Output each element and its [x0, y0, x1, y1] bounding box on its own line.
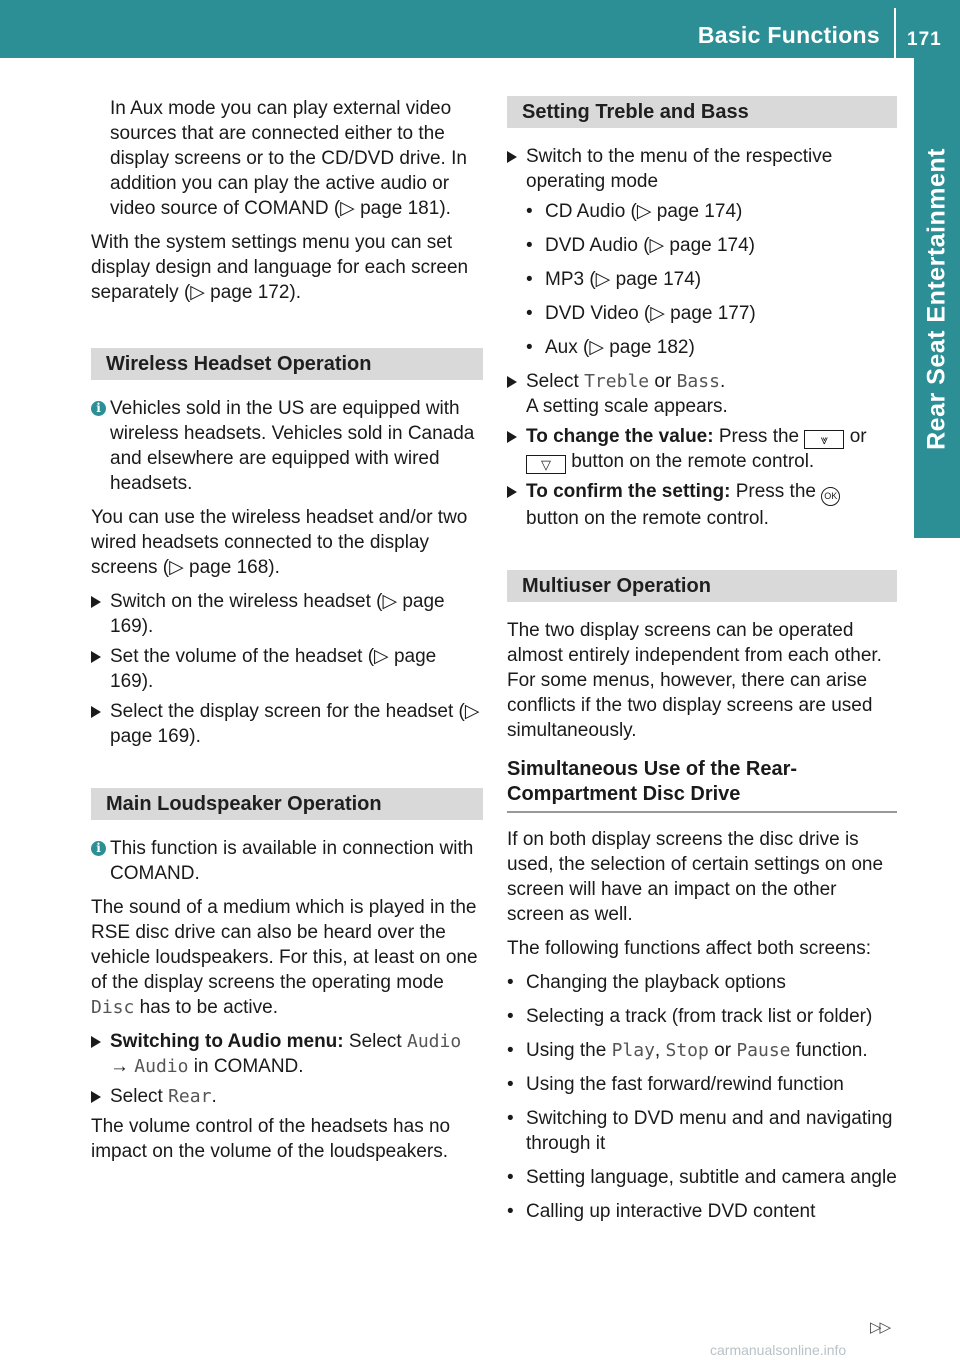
left-column	[91, 96, 483, 1173]
step-item	[91, 1029, 483, 1079]
multiuser-paragraph: The two display screens can be operated almost entirely independent from each other. For some menus, however, there can arise conflicts if the two display screens are used simultaneously.	[507, 620, 882, 741]
text: A setting scale appears.	[526, 396, 728, 417]
ui-code-audio: Audio	[406, 1031, 462, 1052]
step-label: Switching to Audio menu:	[110, 1031, 344, 1052]
list-text: Setting language, subtitle and camera angle	[526, 1167, 897, 1188]
ui-code-pause: Pause	[736, 1040, 791, 1061]
text: Press the	[735, 481, 816, 502]
list-text: Selecting a track (from track list or folder)	[526, 1006, 873, 1027]
header-separator	[894, 8, 896, 58]
text: Using the	[526, 1040, 607, 1061]
step-item	[507, 424, 897, 474]
ok-button-icon: OK	[821, 487, 840, 506]
list-item: • MP3 (▷ page 174)	[526, 269, 702, 290]
up-key-icon: ⩔	[804, 430, 844, 449]
chapter-tab-label: Rear Seat Entertainment	[922, 148, 951, 450]
step-arrow-icon	[507, 151, 517, 163]
section-heading-treble: Setting Treble and Bass	[507, 96, 897, 128]
list-item: • DVD Video (▷ page 177)	[526, 303, 756, 324]
text: button on the remote control.	[571, 451, 815, 472]
list-text: DVD Video (▷ page 177)	[545, 303, 756, 324]
text: or	[849, 426, 867, 447]
section-heading-loudspeaker: Main Loudspeaker Operation	[91, 788, 483, 820]
info-text: Vehicles sold in the US are equipped with wireless headsets. Vehicles sold in Canada and elsewhere are equipped with wired headsets.	[110, 398, 475, 494]
info-text: This function is available in connection with COMAND.	[110, 838, 474, 884]
list-text: MP3 (▷ page 174)	[545, 269, 702, 290]
text: Select	[526, 371, 579, 392]
info-note-wireless	[91, 396, 483, 496]
list-text: CD Audio (▷ page 174)	[545, 201, 743, 222]
arrow-symbol: →	[110, 1056, 129, 1077]
loudspeaker-paragraph-2: The volume control of the headsets has no impact on the volume of the loudspeakers.	[91, 1116, 451, 1162]
list-text: Changing the playback options	[526, 972, 786, 993]
step-text: Switch on the wireless headset (▷ page 169).	[110, 591, 445, 637]
text: ,	[654, 1040, 661, 1061]
list-item: • DVD Audio (▷ page 174)	[526, 235, 756, 256]
right-column	[507, 96, 897, 1233]
list-text: Using the fast forward/rewind function	[526, 1074, 844, 1095]
page-number: 171	[907, 29, 942, 50]
multiuser-paragraph-3: The following functions affect both screens:	[507, 938, 872, 959]
step-text: Switch to the menu of the respective operating mode	[526, 146, 833, 192]
step-arrow-icon	[507, 431, 517, 443]
step-arrow-icon	[91, 596, 101, 608]
text: function.	[795, 1040, 868, 1061]
info-note-loudspeaker	[91, 836, 483, 886]
text: button on the remote control.	[526, 508, 769, 529]
ui-code-disc: Disc	[91, 997, 135, 1018]
step-item	[507, 479, 897, 531]
text: or	[654, 371, 672, 392]
step-label: To change the value:	[526, 426, 714, 447]
ui-code-bass: Bass	[676, 371, 720, 392]
continue-marker: ▷▷	[870, 1319, 890, 1336]
list-text: Switching to DVD menu and and navigating through it	[526, 1108, 893, 1154]
text: .	[211, 1086, 217, 1107]
chapter-tab	[914, 58, 960, 538]
step-arrow-icon	[91, 706, 101, 718]
step-text: Select the display screen for the headset (▷ page 169).	[110, 701, 480, 747]
section-heading-multiuser: Multiuser Operation	[507, 570, 897, 602]
list-item: • Aux (▷ page 182)	[526, 337, 695, 358]
watermark: carmanualsonline.info	[710, 1342, 847, 1358]
header-title: Basic Functions	[697, 22, 880, 48]
list-item: • Using the fast forward/rewind function	[507, 1074, 844, 1095]
ui-code-audio: Audio	[134, 1056, 189, 1077]
list-item: • Using the Play, Stop or Pause function.	[507, 1040, 868, 1061]
list-text: Aux (▷ page 182)	[545, 337, 695, 358]
step-text: Set the volume of the headset (▷ page 169).	[110, 646, 437, 692]
text: .	[719, 371, 726, 392]
step-item	[91, 699, 483, 749]
intro-aux-text: In Aux mode you can play external video sources that are connected either to the display screens or to the CD/DVD drive. In addition you can play the active audio or video source of COMAND (▷ page 181).	[110, 98, 467, 219]
list-item: • Switching to DVD menu and and navigating through it	[507, 1108, 893, 1154]
text: Select	[348, 1031, 402, 1052]
step-item	[507, 144, 897, 194]
list-item: • Changing the playback options	[507, 972, 786, 993]
intro-settings-text: With the system settings menu you can set display design and language for each screen separately (▷ page 172).	[91, 232, 469, 303]
text: The sound of a medium which is played in the RSE disc drive can also be heard over the vehicle loudspeakers. For this, at least on one of the display screens the operating mode	[91, 897, 478, 993]
loudspeaker-paragraph	[91, 895, 483, 1020]
ui-code-treble: Treble	[584, 371, 650, 392]
step-item	[91, 1084, 483, 1109]
list-text: DVD Audio (▷ page 174)	[545, 235, 756, 256]
step-label: To confirm the setting:	[526, 481, 731, 502]
multiuser-paragraph-2: If on both display screens the disc drive is used, the selection of certain settings on one screen will have an impact on the other screen as well.	[507, 829, 884, 925]
info-icon: i	[91, 401, 106, 416]
list-item: • Selecting a track (from track list or folder)	[507, 1006, 873, 1027]
step-arrow-icon	[91, 1091, 101, 1103]
down-key-icon: ▽	[526, 455, 566, 474]
step-item	[507, 369, 897, 419]
list-item: • CD Audio (▷ page 174)	[526, 201, 743, 222]
ui-code-rear: Rear	[168, 1086, 212, 1107]
wireless-paragraph: You can use the wireless headset and/or two wired headsets connected to the display screens (▷ page 168).	[91, 507, 468, 578]
step-arrow-icon	[91, 651, 101, 663]
list-item: • Calling up interactive DVD content	[507, 1201, 816, 1222]
list-text: Calling up interactive DVD content	[526, 1201, 816, 1222]
step-item	[91, 644, 483, 694]
subheading-disc-drive: Simultaneous Use of the Rear-Compartment Disc Drive	[507, 757, 897, 813]
header-bar	[0, 0, 960, 58]
info-icon: i	[91, 841, 106, 856]
step-arrow-icon	[91, 1036, 101, 1048]
section-heading-wireless: Wireless Headset Operation	[91, 348, 483, 380]
step-arrow-icon	[507, 486, 517, 498]
text: Press the	[718, 426, 800, 447]
step-item	[91, 589, 483, 639]
step-arrow-icon	[507, 376, 517, 388]
ui-code-play: Play	[611, 1040, 655, 1061]
text: Select	[110, 1086, 163, 1107]
text: in COMAND.	[193, 1056, 304, 1077]
text: has to be active.	[139, 997, 279, 1018]
text: or	[714, 1040, 732, 1061]
ui-code-stop: Stop	[665, 1040, 709, 1061]
list-item: • Setting language, subtitle and camera angle	[507, 1167, 897, 1188]
